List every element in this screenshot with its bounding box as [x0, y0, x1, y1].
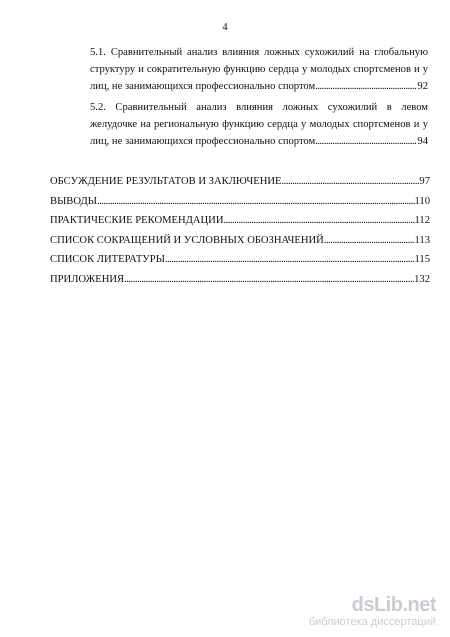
toc-entry-abbreviations[interactable] — [50, 231, 430, 251]
toc-entry-title: ПРИЛОЖЕНИЯ — [50, 273, 125, 285]
toc-page-number: 97 — [419, 176, 430, 187]
toc-entry-recommendations[interactable] — [50, 211, 430, 231]
toc-page-number: 94 — [417, 136, 428, 147]
toc-entry-title: ВЫВОДЫ — [50, 195, 97, 207]
watermark-logo: dsLib.net — [351, 594, 436, 616]
toc-page-number: 112 — [414, 215, 430, 226]
toc-list — [50, 172, 430, 289]
dot-leader — [315, 133, 417, 150]
dot-leader — [315, 78, 417, 95]
toc-subsection-5-2[interactable] — [90, 99, 428, 150]
toc-subsection-5-1[interactable] — [90, 44, 428, 95]
toc-entry-appendices[interactable] — [50, 270, 430, 290]
toc-subsection-line: 5.2. Сравнительный анализ влияния ложных сухожилий в левом — [90, 102, 428, 113]
toc-entry-title: ОБСУЖДЕНИЕ РЕЗУЛЬТАТОВ И ЗАКЛЮЧЕНИЕ — [50, 176, 282, 187]
page-number: 4 — [222, 22, 228, 33]
toc-entry-title: СПИСОК ЛИТЕРАТУРЫ — [50, 254, 165, 265]
dot-leader — [124, 270, 414, 290]
dot-leader — [282, 172, 420, 192]
dot-leader — [165, 250, 415, 270]
dot-leader — [223, 211, 414, 231]
watermark — [286, 594, 436, 629]
toc-entry-conclusions[interactable] — [50, 192, 430, 212]
toc-page-number: 110 — [414, 195, 430, 207]
dot-leader — [97, 192, 415, 212]
toc-page-number: 92 — [417, 81, 428, 92]
toc-subsection-line: структуру и сократительную функцию сердца у молодых спортсменов и у — [90, 64, 428, 75]
toc-subsection-line: лиц, не занимающихся профессионально спортом — [90, 81, 316, 92]
toc-entry-references[interactable] — [50, 250, 430, 270]
toc-entry-discussion[interactable] — [50, 172, 430, 192]
toc-entry-title: СПИСОК СОКРАЩЕНИЙ И УСЛОВНЫХ ОБОЗНАЧЕНИЙ — [50, 234, 324, 246]
toc-entry-title: ПРАКТИЧЕСКИЕ РЕКОМЕНДАЦИИ — [50, 215, 224, 226]
dot-leader — [324, 231, 415, 251]
toc-subsection-last-line — [90, 133, 428, 150]
toc-subsection-line: желудочке на региональную функцию сердца у молодых спортсменов и у — [90, 119, 428, 130]
toc-subsection-line: 5.1. Сравнительный анализ влияния ложных сухожилий на глобальную — [90, 47, 428, 58]
watermark-tagline: библиотека диссертаций — [308, 616, 436, 628]
toc-subsection-last-line — [90, 78, 428, 95]
toc-page-number: 113 — [414, 234, 430, 246]
toc-subsection-line: лиц, не занимающихся профессионально спортом — [90, 136, 316, 147]
toc-page-number: 115 — [414, 254, 430, 265]
toc-page-number: 132 — [414, 273, 430, 285]
